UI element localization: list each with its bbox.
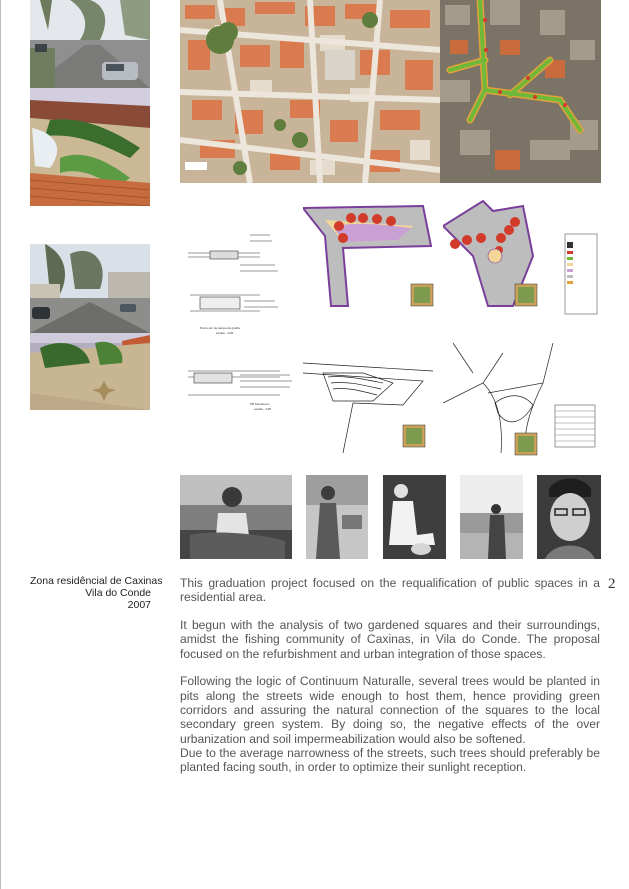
section-details-1 xyxy=(180,225,302,345)
portrait-photo-3 xyxy=(383,475,446,559)
svg-text:escala - 1/25: escala - 1/25 xyxy=(254,407,272,411)
aerial-map xyxy=(180,0,440,183)
project-caption xyxy=(30,575,163,611)
svg-text:escala - 1/25: escala - 1/25 xyxy=(216,331,234,335)
page-number: 2 xyxy=(608,576,616,592)
square-plan-1 xyxy=(303,196,438,316)
svg-text:PB Sumidouro: PB Sumidouro xyxy=(250,402,270,406)
green-corridor-map xyxy=(440,0,601,183)
paragraph: Following the logic of Continuum Naturalle, several trees would be planted in pits along the streets wide enough to host them, hence providing green corridors and assuring the natural connection of the squares to the local secondary green system. By doing so, the negative effects of the over urbanization and soil impermeabilization would also be softened. xyxy=(180,674,600,746)
square-plan-2 xyxy=(443,196,601,316)
garden-render-2 xyxy=(30,333,150,410)
svg-text:Pormenor de tampa de grelha: Pormenor de tampa de grelha xyxy=(200,326,240,330)
project-location: Vila do Conde xyxy=(85,587,151,599)
project-title: Zona residêncial de Caxinas xyxy=(30,575,163,587)
portrait-photo-1 xyxy=(180,475,292,559)
paragraph: It begun with the analysis of two gardened squares and their surroundings, amidst the fishing community of Caxinas, in Vila do Conde. The proposal focused on the refurbishment and urban integration of those spaces. xyxy=(180,618,600,661)
portrait-photo-4 xyxy=(460,475,523,559)
paragraph: Due to the average narrowness of the streets, such trees should preferably be planted facing south, in order to optimize their sunlight reception. xyxy=(180,745,600,775)
project-year: 2007 xyxy=(127,599,151,611)
street-photo-2 xyxy=(30,244,150,333)
portrait-photo-5 xyxy=(537,475,601,559)
square-plan-3 xyxy=(303,343,438,463)
project-description xyxy=(180,576,600,788)
portrait-photo-2 xyxy=(306,475,368,559)
section-details-2 xyxy=(180,357,302,427)
street-photo-1 xyxy=(30,0,150,88)
paragraph: This graduation project focused on the requalification of public spaces in a residential area. xyxy=(180,576,600,605)
square-plan-4 xyxy=(443,343,601,463)
garden-render-1 xyxy=(30,88,150,206)
page-edge xyxy=(0,0,1,889)
